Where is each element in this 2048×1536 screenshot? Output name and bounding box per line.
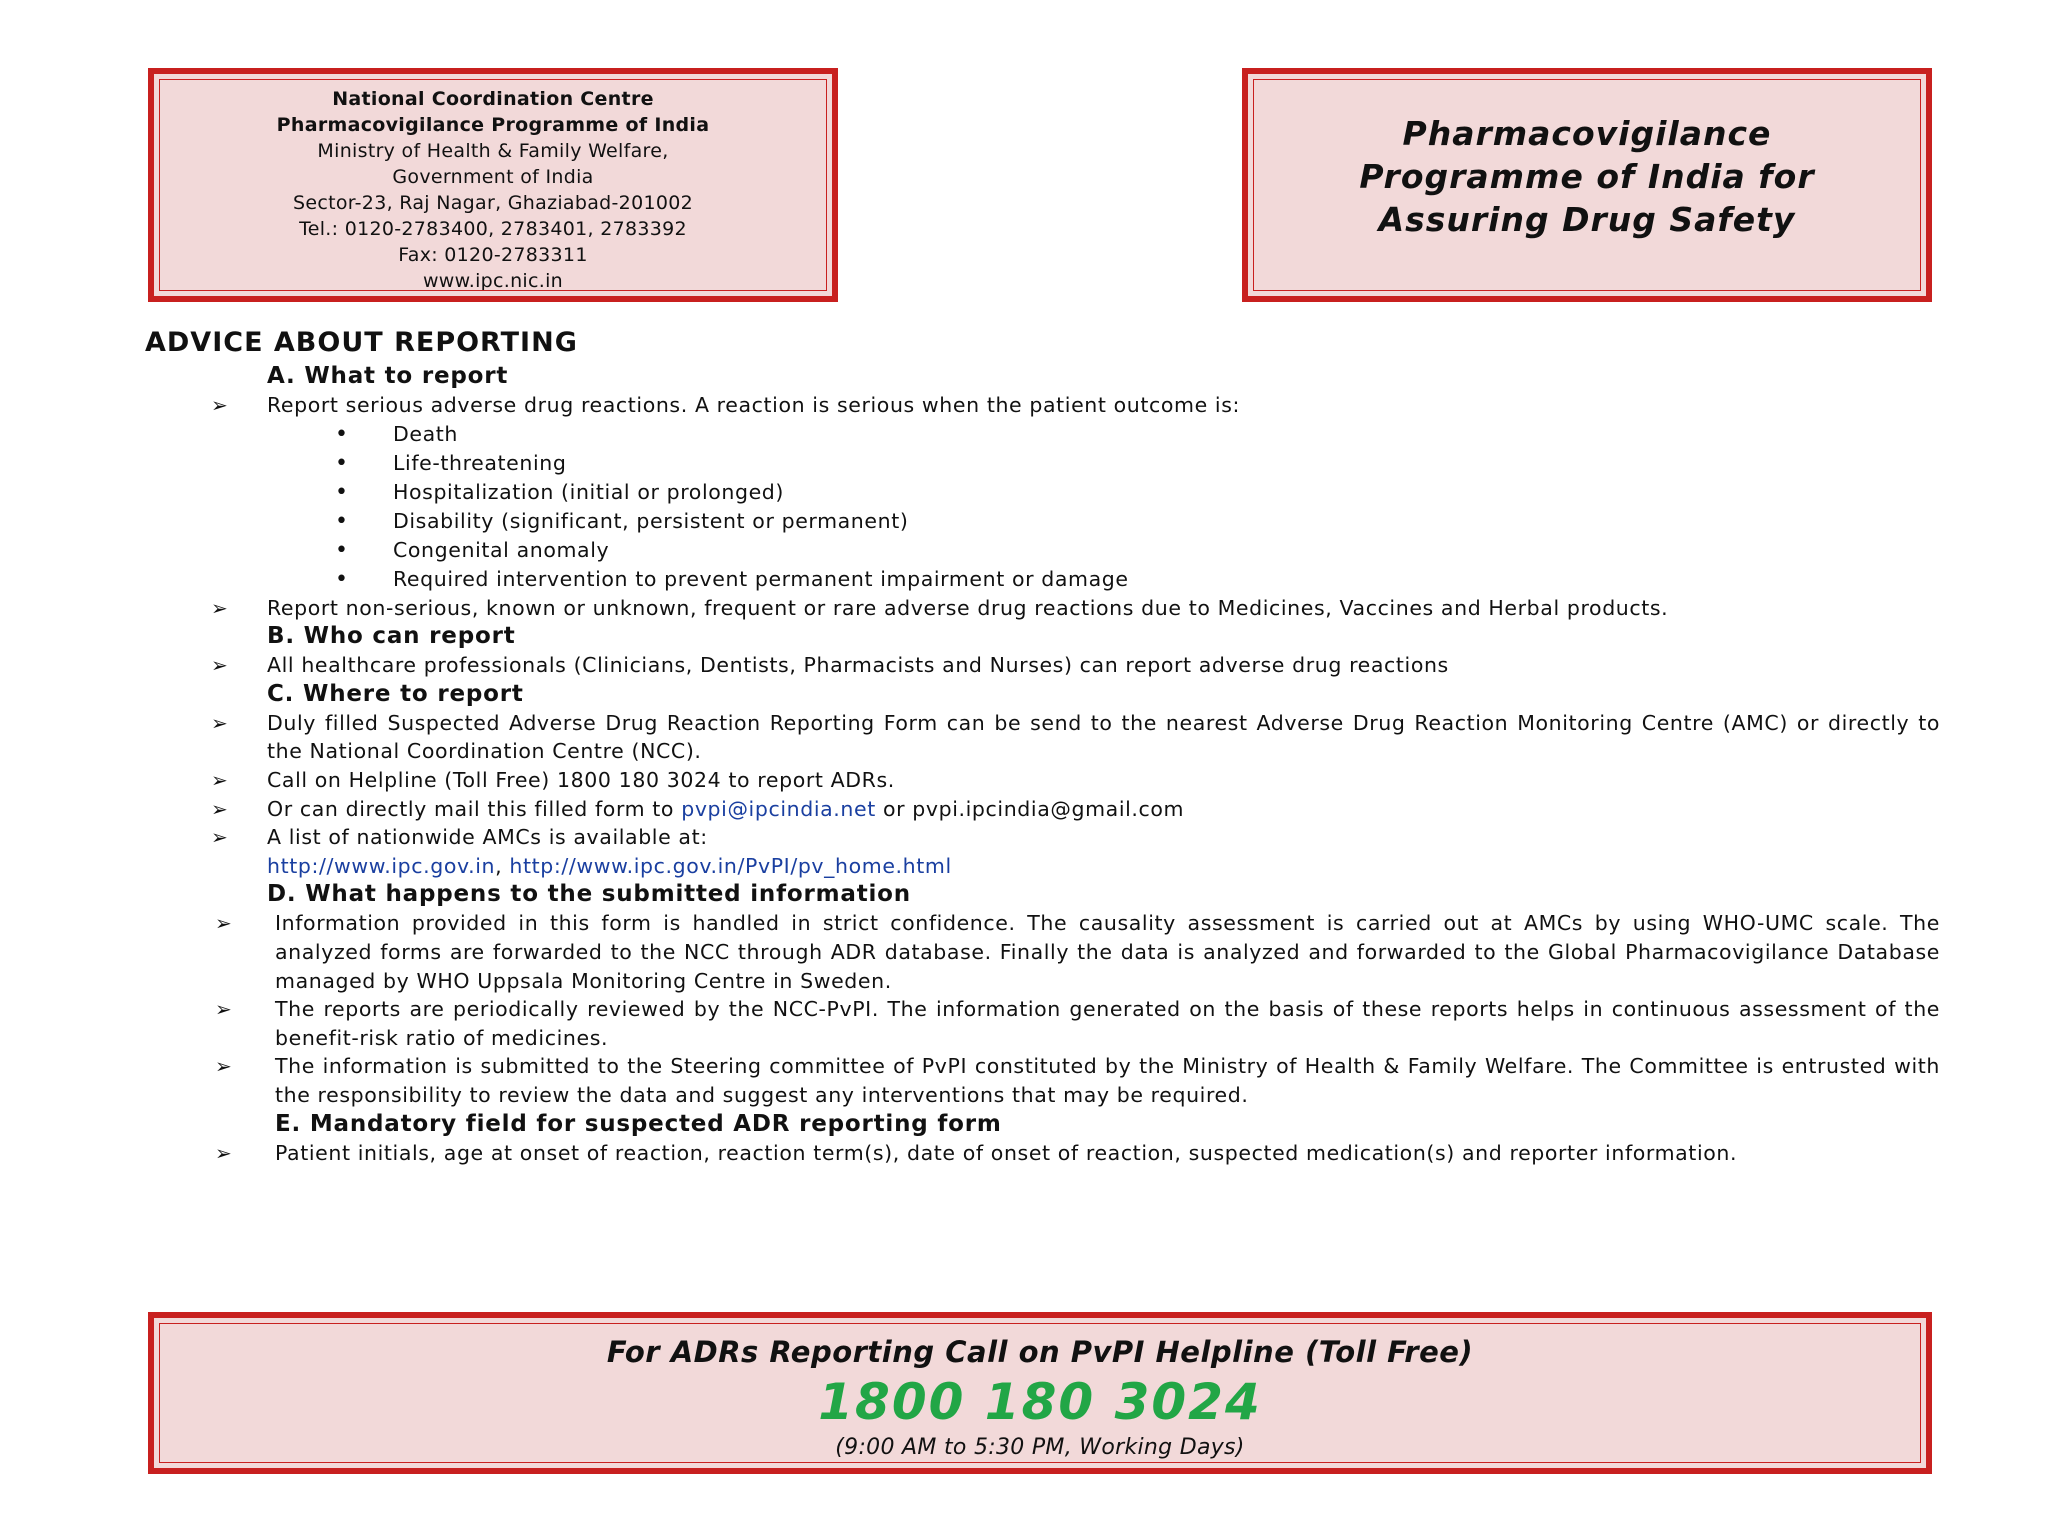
section-c-item: ➢ Duly filled Suspected Adverse Drug Reaction Reporting Form can be send to the nearest Adverse Drug Reaction Monitoring Centre (AMC) or directly to the National Coordination Centre (NCC). <box>211 710 1940 764</box>
section-a-title: A. What to report <box>267 363 509 389</box>
helpline-box <box>148 1312 1932 1474</box>
address-line-street: Sector-23, Raj Nagar, Ghaziabad-201002 <box>292 192 694 214</box>
outcome-bullet: • Disability (significant, persistent or permanent) <box>335 508 909 534</box>
outcome-bullet: • Congenital anomaly <box>335 537 610 563</box>
bullet-icon: • <box>335 566 349 592</box>
arrow-icon: ➢ <box>211 767 229 792</box>
helpline-hours: (9:00 AM to 5:30 PM, Working Days) <box>835 1435 1245 1460</box>
address-line-pvpi: Pharmacovigilance Programme of India <box>276 114 710 136</box>
title-line-2: Programme of India for <box>1359 157 1815 196</box>
outcome-bullet: • Death <box>335 421 458 447</box>
outcome-bullet: • Required intervention to prevent permanent impairment or damage <box>335 566 1129 592</box>
address-line-tel: Tel.: 0120-2783400, 2783401, 2783392 <box>299 218 687 240</box>
bullet-icon: • <box>335 479 349 505</box>
arrow-icon: ➢ <box>211 653 229 678</box>
programme-title-box <box>1242 68 1932 302</box>
address-box <box>148 68 838 302</box>
section-b-item: ➢ All healthcare professionals (Clinicians, Dentists, Pharmacists and Nurses) can report adverse drug reactions <box>145 651 1940 680</box>
title-line-1: Pharmacovigilance <box>1402 114 1772 153</box>
section-c-item: ➢ A list of nationwide AMCs is available at: <box>145 823 1940 852</box>
arrow-icon: ➢ <box>211 393 229 417</box>
ipc-website-link[interactable]: http://www.ipc.gov.in <box>267 853 496 878</box>
section-d-item: ➢ The reports are periodically reviewed by the NCC-PvPI. The information generated on the basis of these reports helps in continuous assessment of the benefit-risk ratio of medicines. <box>215 997 1940 1050</box>
address-line-ncc: National Coordination Centre <box>332 88 654 110</box>
section-e-item: ➢ Patient initials, age at onset of reaction, reaction term(s), date of onset of reaction, suspected medication(s) and reporter information. <box>145 1139 1940 1168</box>
arrow-icon: ➢ <box>215 997 233 1022</box>
address-line-fax: Fax: 0120-2783311 <box>398 244 588 266</box>
address-line-ministry: Ministry of Health & Family Welfare, <box>317 140 669 162</box>
section-a-item: ➢ Report non-serious, known or unknown, frequent or rare adverse drug reactions due to Medicines, Vaccines and Herbal products. <box>145 594 1940 623</box>
arrow-icon: ➢ <box>211 825 229 850</box>
section-b-title: B. Who can report <box>267 623 516 650</box>
section-a-item: ➢ Report serious adverse drug reactions. A reaction is serious when the patient outcome is: <box>145 391 1940 420</box>
arrow-icon: ➢ <box>215 1140 233 1165</box>
section-d-title: D. What happens to the submitted information <box>267 881 911 908</box>
section-d-item: ➢ Information provided in this form is handled in strict confidence. The causality assessment is carried out at AMCs by using WHO-UMC scale. The analyzed forms are forwarded to the NCC through ADR database. Finally the data is analyzed and forwarded to the Global Pharmacovigilance Database managed by WHO Uppsala Monitoring Centre in Sweden. <box>215 911 1940 993</box>
section-d-item: ➢ The information is submitted to the Steering committee of PvPI constituted by the Ministry of Health & Family Welfare. The Committee is entrusted with the responsibility to review the data and suggest any interventions that may be required. <box>215 1054 1940 1107</box>
arrow-icon: ➢ <box>211 595 229 620</box>
address-line-website: www.ipc.nic.in <box>422 270 564 292</box>
helpline-caption: For ADRs Reporting Call on PvPI Helpline (Toll Free) <box>606 1335 1474 1369</box>
section-e-title: E. Mandatory field for suspected ADR reporting form <box>275 1110 1002 1137</box>
arrow-icon: ➢ <box>215 1054 233 1079</box>
section-c-title: C. Where to report <box>267 680 524 707</box>
section-c-item: ➢ Or can directly mail this filled form to pvpi@ipcindia.net or pvpi.ipcindia@gmail.com <box>145 795 1940 824</box>
bullet-icon: • <box>335 537 349 563</box>
address-line-government: Government of India <box>392 166 594 188</box>
helpline-number[interactable]: 1800 180 3024 <box>818 1373 1262 1431</box>
outcome-bullet: • Life-threatening <box>335 450 567 476</box>
title-line-3: Assuring Drug Safety <box>1378 200 1796 239</box>
advice-content <box>145 326 1940 1167</box>
bullet-icon: • <box>335 421 349 447</box>
advice-heading: ADVICE ABOUT REPORTING <box>145 327 578 358</box>
arrow-icon: ➢ <box>211 796 229 821</box>
arrow-icon: ➢ <box>211 710 229 735</box>
section-c-item: ➢ Call on Helpline (Toll Free) 1800 180 3024 to report ADRs. <box>145 766 1940 795</box>
arrow-icon: ➢ <box>215 911 233 936</box>
bullet-icon: • <box>335 450 349 476</box>
pvpi-home-link[interactable]: http://www.ipc.gov.in/PvPI/pv_home.html <box>509 853 952 878</box>
amc-links: http://www.ipc.gov.in, http://www.ipc.gov.in/PvPI/pv_home.html <box>267 853 952 878</box>
outcome-bullet: • Hospitalization (initial or prolonged) <box>335 479 785 505</box>
email-link-pvpi[interactable]: pvpi@ipcindia.net <box>681 796 876 821</box>
bullet-icon: • <box>335 508 349 534</box>
